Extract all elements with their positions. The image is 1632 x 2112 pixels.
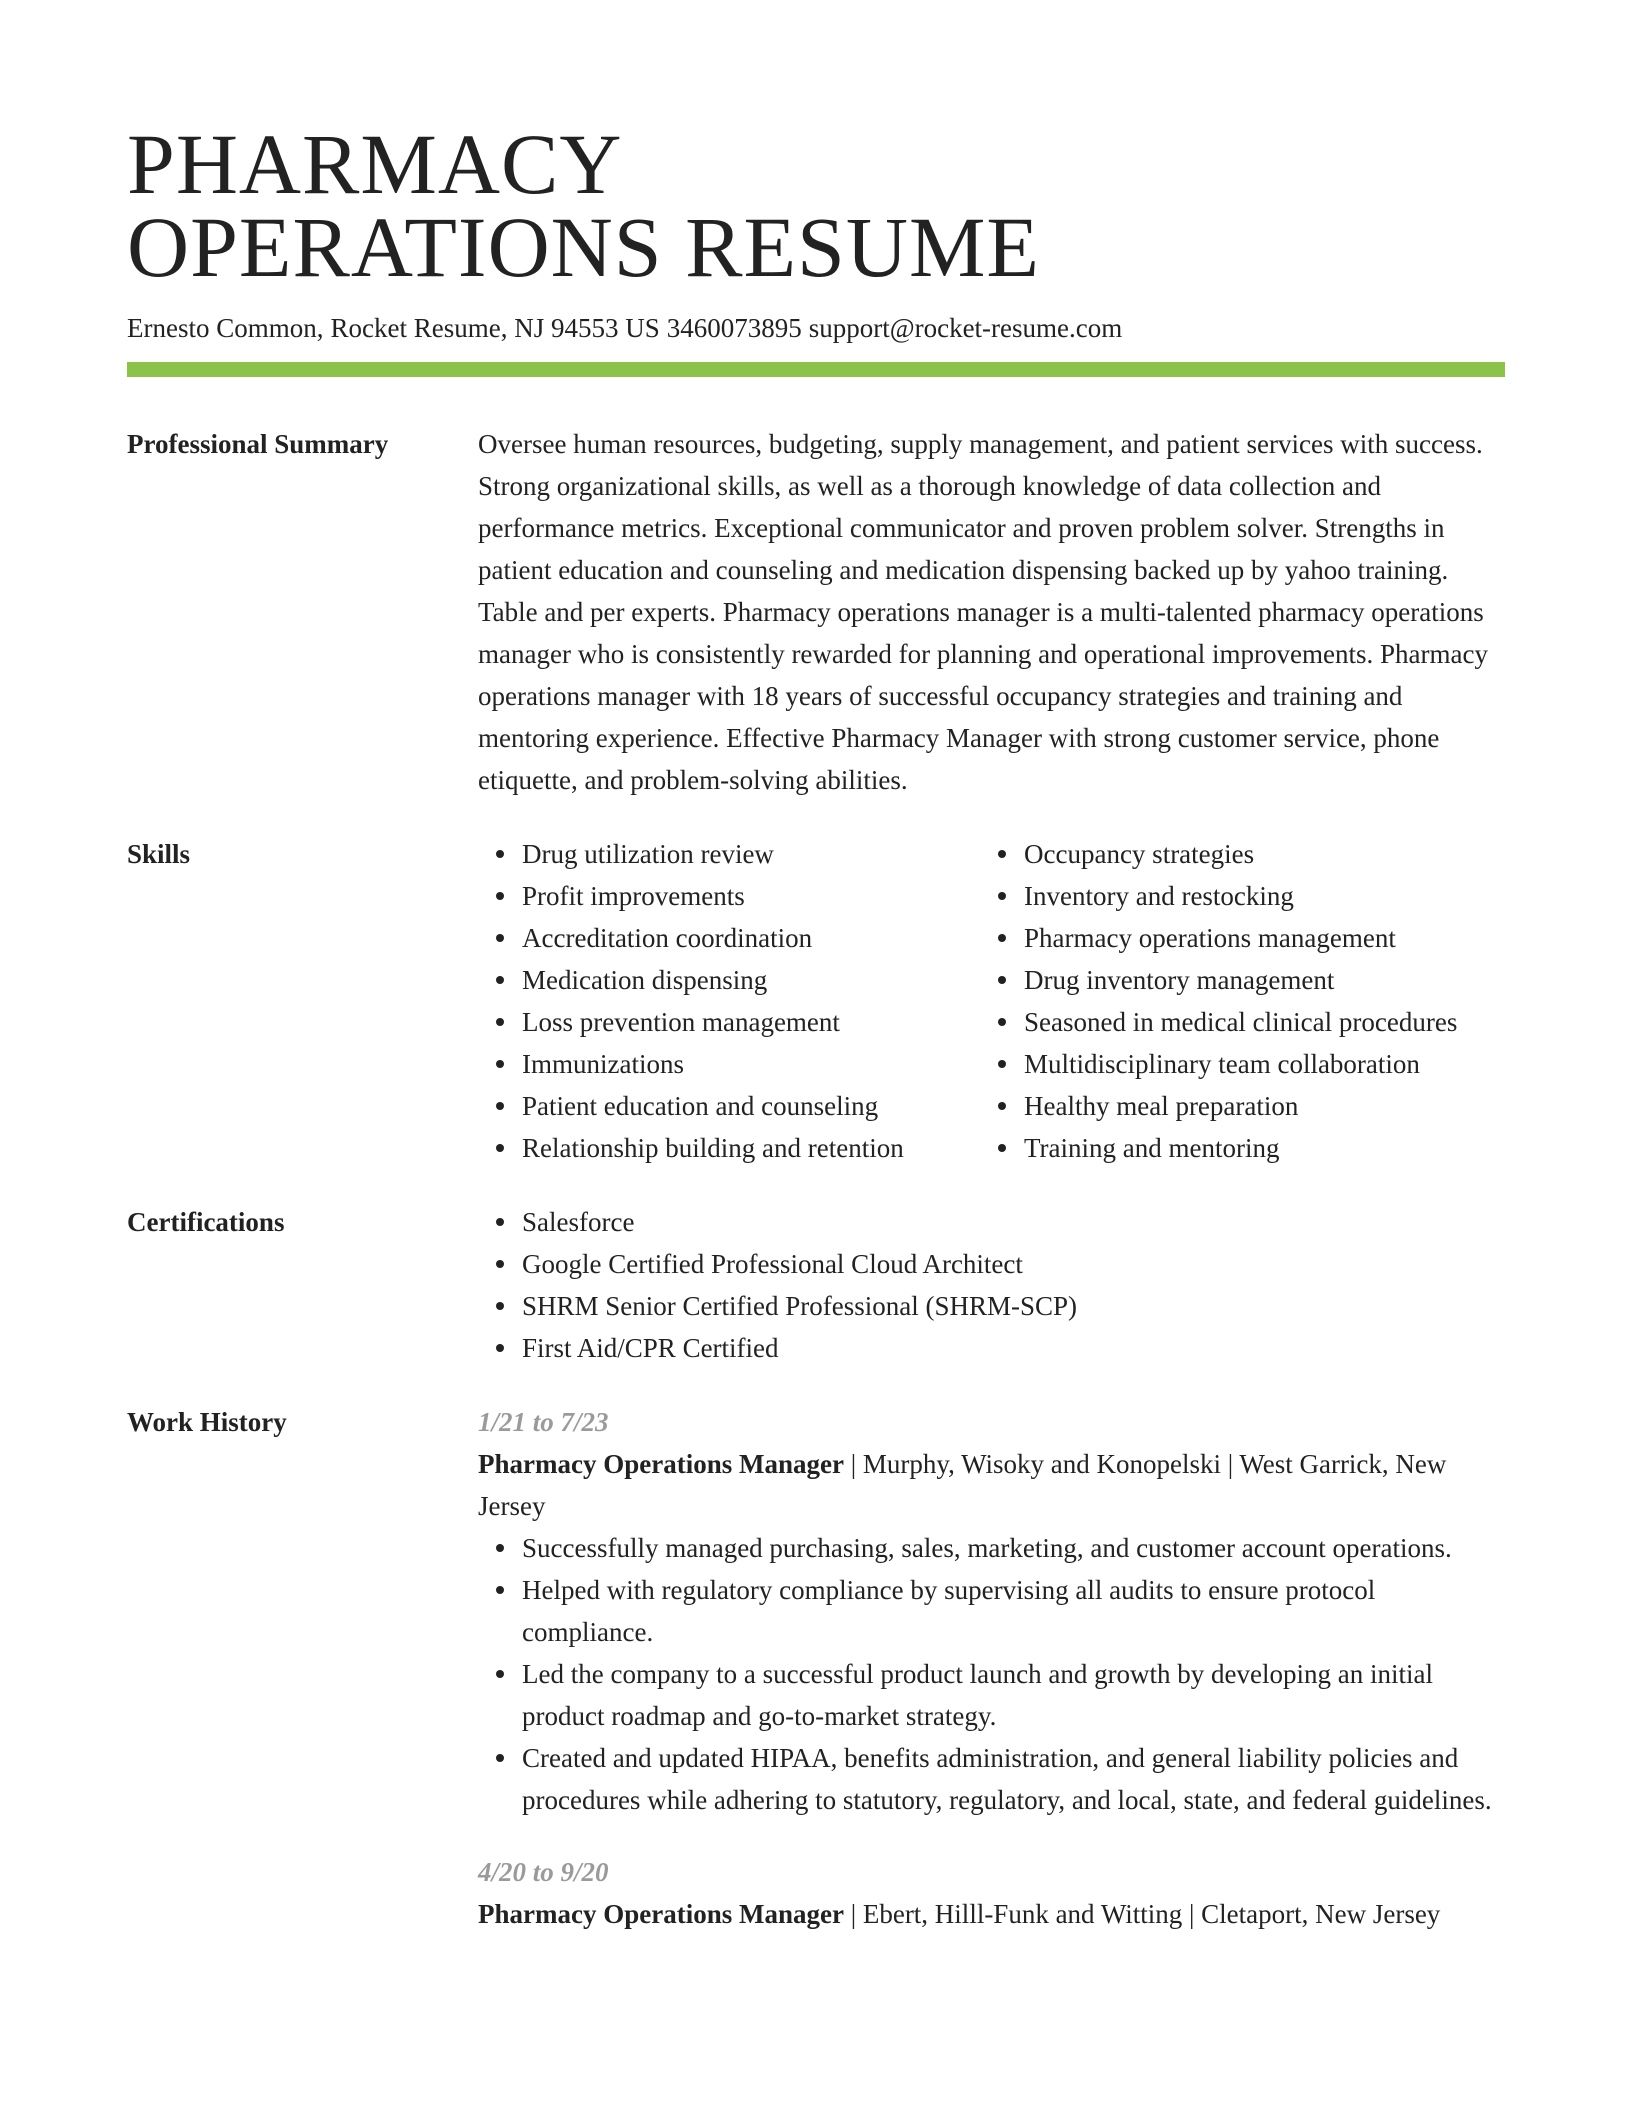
skills-column-left bbox=[478, 833, 980, 1169]
certifications-body bbox=[478, 1201, 1505, 1369]
job-entry bbox=[478, 1851, 1505, 1935]
job-bullet: Successfully managed purchasing, sales, marketing, and customer account operations. bbox=[522, 1527, 1505, 1569]
certifications-heading: Certifications bbox=[127, 1207, 285, 1237]
contact-name: Ernesto Common, bbox=[127, 313, 324, 343]
skill-item: Pharmacy operations management bbox=[1024, 917, 1482, 959]
accent-divider bbox=[127, 362, 1505, 377]
summary-heading: Professional Summary bbox=[127, 429, 389, 459]
job-bullet: Created and updated HIPAA, benefits administration, and general liability policies and procedures while adhering to statutory, regulatory, and local, state, and federal guidelines. bbox=[522, 1737, 1505, 1821]
resume-title bbox=[127, 116, 1505, 295]
skill-item: Medication dispensing bbox=[522, 959, 980, 1001]
skill-item: Multidisciplinary team collaboration bbox=[1024, 1043, 1482, 1085]
skill-item: Healthy meal preparation bbox=[1024, 1085, 1482, 1127]
job-bullet: Helped with regulatory compliance by supervising all audits to ensure protocol compliance. bbox=[522, 1569, 1505, 1653]
contact-address: Rocket Resume, NJ 94553 US bbox=[330, 313, 660, 343]
skill-item: Training and mentoring bbox=[1024, 1127, 1482, 1169]
job-dates: 4/20 to 9/20 bbox=[478, 1857, 609, 1887]
summary-section bbox=[127, 423, 1505, 801]
skill-item: Patient education and counseling bbox=[522, 1085, 980, 1127]
work-history-section bbox=[127, 1401, 1505, 1935]
job-title: Pharmacy Operations Manager bbox=[478, 1899, 844, 1929]
work-history-body bbox=[478, 1401, 1505, 1935]
certification-item: Salesforce bbox=[522, 1201, 1505, 1243]
contact-phone: 3460073895 bbox=[666, 313, 802, 343]
skill-item: Accreditation coordination bbox=[522, 917, 980, 959]
job-details: | Ebert, Hilll-Funk and Witting | Cletaport, New Jersey bbox=[843, 1899, 1441, 1929]
skill-item: Relationship building and retention bbox=[522, 1127, 980, 1169]
certifications-section bbox=[127, 1201, 1505, 1369]
skill-item: Drug inventory management bbox=[1024, 959, 1482, 1001]
work-history-heading: Work History bbox=[127, 1407, 287, 1437]
summary-text: Oversee human resources, budgeting, supply management, and patient services with success. Strong organizational skills, as well as a thorough knowledge of data collection and performance metrics. Exceptional communicator and proven problem solver. Strengths in patient education and counseling and medication dispensing backed up by yahoo training. Table and per experts. Pharmacy operations manager is a multi-talented pharmacy operations manager who is consistently rewarded for planning and operational improvements. Pharmacy operations manager with 18 years of successful occupancy strategies and training and mentoring experience. Effective Pharmacy Manager with strong customer service, phone etiquette, and problem-solving abilities. bbox=[478, 429, 1488, 795]
skill-item: Seasoned in medical clinical procedures bbox=[1024, 1001, 1482, 1043]
job-heading bbox=[478, 1443, 1505, 1527]
title-line-1: PHARMACY bbox=[127, 116, 623, 212]
title-line-2: OPERATIONS RESUME bbox=[127, 199, 1040, 295]
job-bullet: Led the company to a successful product launch and growth by developing an initial product roadmap and go-to-market strategy. bbox=[522, 1653, 1505, 1737]
skill-item: Loss prevention management bbox=[522, 1001, 980, 1043]
skill-item: Immunizations bbox=[522, 1043, 980, 1085]
skill-item: Inventory and restocking bbox=[1024, 875, 1482, 917]
contact-email: support@rocket-resume.com bbox=[808, 313, 1123, 343]
job-bullets bbox=[478, 1527, 1505, 1821]
skills-section bbox=[127, 833, 1505, 1169]
certification-item: SHRM Senior Certified Professional (SHRM-SCP) bbox=[522, 1285, 1505, 1327]
skills-heading: Skills bbox=[127, 839, 191, 869]
job-title: Pharmacy Operations Manager bbox=[478, 1449, 844, 1479]
certification-item: Google Certified Professional Cloud Architect bbox=[522, 1243, 1505, 1285]
job-heading bbox=[478, 1893, 1505, 1935]
skill-item: Drug utilization review bbox=[522, 833, 980, 875]
skills-columns bbox=[478, 833, 1505, 1169]
job-dates: 1/21 to 7/23 bbox=[478, 1407, 609, 1437]
skill-item: Occupancy strategies bbox=[1024, 833, 1482, 875]
job-entry bbox=[478, 1401, 1505, 1821]
skill-item: Profit improvements bbox=[522, 875, 980, 917]
certification-item: First Aid/CPR Certified bbox=[522, 1327, 1505, 1369]
job-details: | Murphy, Wisoky and Konopelski | West Garrick, New Jersey bbox=[478, 1449, 1447, 1521]
skills-column-right bbox=[980, 833, 1482, 1169]
contact-line bbox=[127, 312, 1505, 344]
